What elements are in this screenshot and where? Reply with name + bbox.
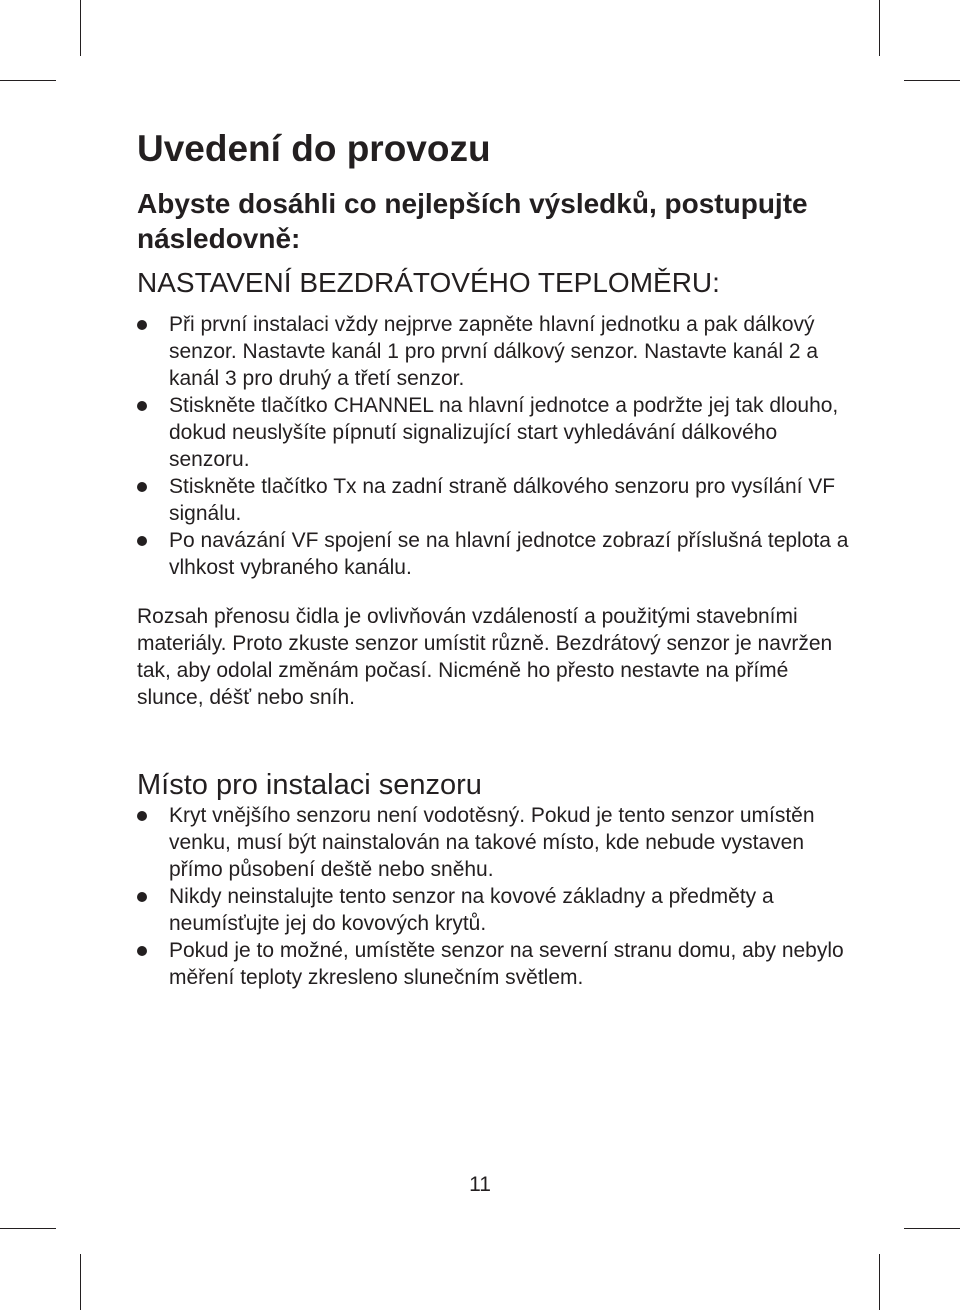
page-number: 11	[469, 1173, 491, 1196]
range-note: Rozsah přenosu čidla je ovlivňován vzdáleností a použitými stavebními materiály. Proto zkuste senzor umístit různě. Bezdrátový senzor je navržen tak, aby odolal změnám počasí. Nicméně ho přesto nestavte na přímé slunce, déšť nebo sníh.	[137, 605, 833, 709]
setup-heading: NASTAVENÍ BEZDRÁTOVÉHO TEPLOMĚRU:	[137, 267, 720, 298]
bullet-icon	[137, 811, 147, 821]
list-item-text: Při první instalaci vždy nejprve zapněte hlavní jednotku a pak dálkový senzor. Nastavte kanál 1 pro první dálkový senzor. Nastavte kanál 2 a kanál 3 pro druhý a třetí senzor.	[169, 313, 819, 390]
crop-mark-bottom-left-horizontal	[0, 1228, 56, 1229]
bullet-icon	[137, 892, 147, 902]
list-item-text: Po navázání VF spojení se na hlavní jednotce zobrazí příslušná teplota a vlhkost vybraného kanálu.	[169, 529, 849, 579]
list-item	[137, 527, 857, 581]
list-item	[137, 883, 857, 937]
list-item	[137, 802, 857, 883]
list-item-text: Nikdy neinstalujte tento senzor na kovové základny a předměty a neumísťujte jej do kovových krytů.	[169, 885, 774, 935]
list-item-text: Stiskněte tlačítko Tx na zadní straně dálkového senzoru pro vysílání VF signálu.	[169, 475, 836, 525]
bullet-icon	[137, 482, 147, 492]
crop-mark-bottom-right-vertical	[879, 1254, 880, 1310]
crop-mark-top-left-horizontal	[0, 80, 56, 81]
setup-steps-list	[137, 311, 857, 581]
install-tips-list	[137, 802, 857, 991]
list-item-text: Stiskněte tlačítko CHANNEL na hlavní jednotce a podržte jej tak dlouho, dokud neuslyšíte pípnutí signalizující start vyhledávání dálkového senzoru.	[169, 394, 839, 471]
list-item	[137, 937, 857, 991]
list-item-text: Kryt vnějšího senzoru není vodotěsný. Pokud je tento senzor umístěn venku, musí být nainstalován na takové místo, kde nebude vystaven přímo působení deště nebo sněhu.	[169, 804, 815, 881]
bullet-icon	[137, 536, 147, 546]
bullet-icon	[137, 320, 147, 330]
bullet-icon	[137, 946, 147, 956]
list-item	[137, 311, 857, 392]
list-item-text: Pokud je to možné, umístěte senzor na severní stranu domu, aby nebylo měření teploty zkresleno slunečním světlem.	[169, 939, 844, 989]
intro-heading: Abyste dosáhli co nejlepších výsledků, postupujte následovně:	[137, 188, 808, 254]
page-title: Uvedení do provozu	[137, 128, 491, 169]
install-heading: Místo pro instalaci senzoru	[137, 769, 482, 801]
crop-mark-bottom-right-horizontal	[904, 1228, 960, 1229]
crop-mark-top-right-horizontal	[904, 80, 960, 81]
crop-mark-top-left-vertical	[80, 0, 81, 56]
bullet-icon	[137, 401, 147, 411]
crop-mark-bottom-left-vertical	[80, 1254, 81, 1310]
crop-mark-top-right-vertical	[879, 0, 880, 56]
list-item	[137, 473, 857, 527]
list-item	[137, 392, 857, 473]
